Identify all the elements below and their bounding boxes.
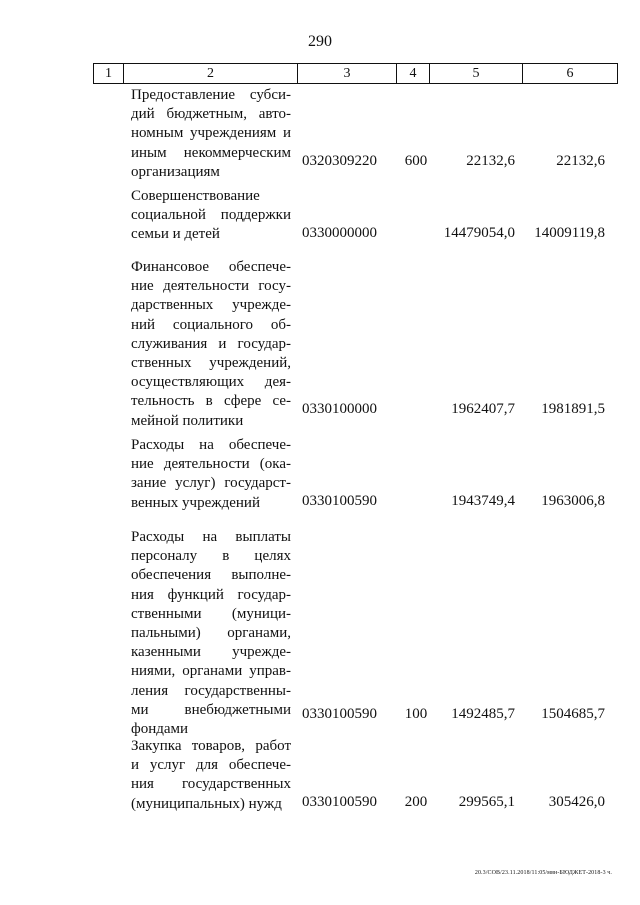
row-code: 0320309220 [302,153,377,169]
description-line: организациям [131,163,220,180]
row-value-5: 1492485,7 [451,706,515,722]
description-line: пальными) органами, [131,625,291,642]
description-line: венных учреждений [131,494,260,511]
description-line: обеспечения выполне- [131,567,291,584]
row-value-5: 1962407,7 [451,401,515,417]
description-line: иным некоммерческим [131,144,291,161]
description-line: ственными (муници- [131,605,291,622]
row-description [131,187,291,245]
description-line: Совершенствование [131,188,260,204]
column-header-table [93,63,618,84]
description-line: и услуг для обеспече- [131,757,291,774]
description-line: дий бюджетным, авто- [131,106,291,123]
row-description [131,86,291,182]
description-line: Закупка товаров, работ [131,738,291,754]
description-line: Расходы на выплаты [131,529,291,545]
row-value-5: 14479054,0 [443,225,515,241]
row-code: 0330100590 [302,706,377,722]
description-line: ления государственны- [131,682,291,699]
row-value-5: 299565,1 [458,794,515,810]
description-line: ми внебюджетными [131,701,291,718]
row-value-6: 14009119,8 [534,225,605,241]
row-description [131,737,291,814]
description-line: тельность в сфере се- [131,393,291,410]
column-header-2: 2 [124,64,298,84]
row-value-6: 22132,6 [556,153,605,169]
row-value-5: 22132,6 [466,153,515,169]
description-line: дарственных учрежде- [131,297,291,314]
row-value-6: 305426,0 [548,794,605,810]
description-line: казенными учрежде- [131,644,291,661]
description-line: ний социального об- [131,316,291,333]
description-line: (муниципальных) нужд [131,795,282,812]
description-line: осуществляющих дея- [131,374,291,391]
description-line: семьи и детей [131,226,220,243]
footer-reference: 20.3/СОВ/23.11.2018/11:05/мвн-БЮДЖЕТ-2018-3 ч. [474,870,612,876]
description-line: социальной поддержки [131,207,291,224]
description-line: ниями, органами управ- [131,663,291,680]
description-line: персоналу в целях [131,548,291,565]
description-line: ние деятельности (ока- [131,456,291,473]
column-header-3: 3 [298,64,397,84]
column-header-1: 1 [94,64,124,84]
row-value-5: 1943749,4 [451,493,515,509]
row-value-6: 1963006,8 [541,493,605,509]
column-header-6: 6 [523,64,618,84]
row-description [131,436,291,513]
description-line: Расходы на обеспече- [131,437,291,453]
column-header-5: 5 [430,64,523,84]
row-group: 600 [404,153,428,169]
page-number: 290 [308,33,332,50]
description-line: Предоставление субси- [131,87,291,103]
row-value-6: 1504685,7 [541,706,605,722]
row-code: 0330100590 [302,493,377,509]
description-line: ния государственных [131,776,291,793]
row-code: 0330100590 [302,794,377,810]
row-code: 0330000000 [302,225,377,241]
description-line: мейной политики [131,412,244,429]
column-header-row [94,64,618,84]
description-line: фондами [131,721,189,738]
description-line: зание услуг) государст- [131,475,291,492]
row-group: 100 [404,706,428,722]
description-line: ние деятельности госу- [131,278,291,295]
row-code: 0330100000 [302,401,377,417]
row-description [131,528,291,739]
description-line: номным учреждениям и [131,125,291,142]
description-line: Финансовое обеспече- [131,259,291,275]
row-value-6: 1981891,5 [541,401,605,417]
description-line: ния функций государ- [131,586,291,603]
description-line: служивания и государ- [131,335,291,352]
description-line: ственных учреждений, [131,355,291,372]
row-group: 200 [404,794,428,810]
column-header-4: 4 [397,64,430,84]
row-description [131,258,291,431]
